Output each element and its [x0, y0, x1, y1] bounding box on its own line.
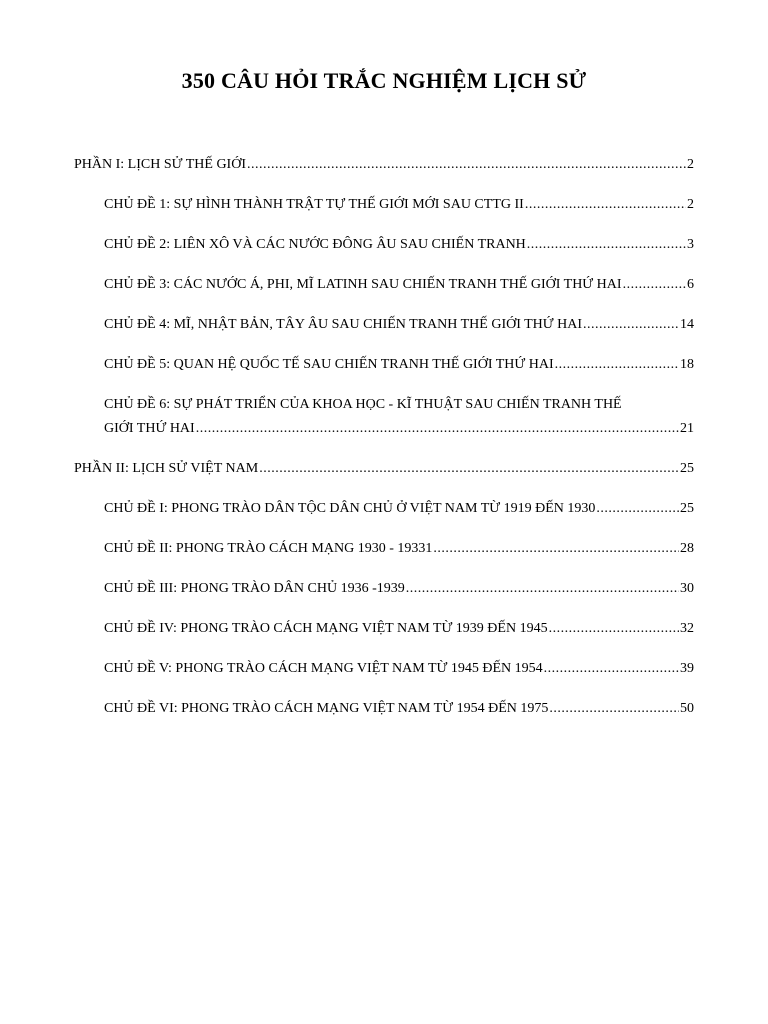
toc-leader-dots	[549, 617, 679, 641]
toc-page-number: 32	[680, 621, 694, 636]
toc-leader-dots	[583, 313, 679, 337]
toc-entry-label: CHỦ ĐỀ VI: PHONG TRÀO CÁCH MẠNG VIỆT NAM TỪ 1954 ĐẾN 1975	[104, 701, 549, 716]
toc-part-2[interactable]	[74, 457, 694, 481]
toc-entry-label-line-1: CHỦ ĐỀ 6: SỰ PHÁT TRIỂN CỦA KHOA HỌC - KĨ THUẬT SAU CHIẾN TRANH THẾ	[104, 397, 622, 412]
toc-page-number: 2	[687, 197, 694, 212]
toc-entry-label: CHỦ ĐỀ 2: LIÊN XÔ VÀ CÁC NƯỚC ĐÔNG ÂU SAU CHIẾN TRANH	[104, 237, 526, 252]
toc-leader-dots	[406, 577, 679, 601]
toc-entry-label: CHỦ ĐỀ 4: MĨ, NHẬT BẢN, TÂY ÂU SAU CHIẾN TRANH THẾ GIỚI THỨ HAI	[104, 317, 583, 332]
table-of-contents	[74, 153, 694, 721]
toc-topic-i[interactable]	[104, 497, 694, 521]
toc-leader-dots	[544, 657, 679, 681]
toc-page-number: 50	[680, 701, 694, 716]
toc-page-number: 28	[680, 541, 694, 556]
toc-page-number: 30	[680, 581, 694, 596]
toc-leader-dots	[196, 417, 679, 441]
toc-entry-label-line-2: GIỚI THỨ HAI	[104, 421, 195, 436]
toc-entry-label: CHỦ ĐỀ II: PHONG TRÀO CÁCH MẠNG 1930 - 19331	[104, 541, 433, 556]
toc-page-number: 18	[680, 357, 694, 372]
toc-leader-dots	[527, 233, 686, 257]
toc-entry-label: CHỦ ĐỀ V: PHONG TRÀO CÁCH MẠNG VIỆT NAM TỪ 1945 ĐẾN 1954	[104, 661, 543, 676]
toc-leader-dots	[596, 497, 679, 521]
toc-topic-1[interactable]	[104, 193, 694, 217]
toc-topic-ii[interactable]	[104, 537, 694, 561]
toc-entry-label: CHỦ ĐỀ I: PHONG TRÀO DÂN TỘC DÂN CHỦ Ở VIỆT NAM TỪ 1919 ĐẾN 1930	[104, 501, 596, 516]
toc-entry-label: CHỦ ĐỀ 3: CÁC NƯỚC Á, PHI, MĨ LATINH SAU CHIẾN TRANH THẾ GIỚI THỨ HAI	[104, 277, 622, 292]
toc-leader-dots	[259, 457, 679, 481]
toc-entry-label: PHẦN I: LỊCH SỬ THẾ GIỚI	[74, 157, 246, 172]
toc-entry-label: PHẦN II: LỊCH SỬ VIỆT NAM	[74, 461, 259, 476]
toc-topic-v[interactable]	[104, 657, 694, 681]
toc-topic-2[interactable]	[104, 233, 694, 257]
toc-leader-dots	[247, 153, 686, 177]
toc-leader-dots	[525, 193, 686, 217]
toc-entry-label: CHỦ ĐỀ 1: SỰ HÌNH THÀNH TRẬT TỰ THẾ GIỚI MỚI SAU CTTG II	[104, 197, 524, 212]
toc-part-1[interactable]	[74, 153, 694, 177]
toc-topic-4[interactable]	[104, 313, 694, 337]
toc-leader-dots	[623, 273, 686, 297]
toc-entry-label: CHỦ ĐỀ IV: PHONG TRÀO CÁCH MẠNG VIỆT NAM TỪ 1939 ĐẾN 1945	[104, 621, 548, 636]
toc-topic-6[interactable]	[104, 393, 694, 441]
toc-leader-dots	[555, 353, 679, 377]
toc-page-number: 6	[687, 277, 694, 292]
toc-page-number: 39	[680, 661, 694, 676]
toc-topic-5[interactable]	[104, 353, 694, 377]
toc-page-number: 25	[680, 501, 694, 516]
toc-leader-dots	[549, 697, 679, 721]
toc-entry-label: CHỦ ĐỀ 5: QUAN HỆ QUỐC TẾ SAU CHIẾN TRANH THẾ GIỚI THỨ HAI	[104, 357, 554, 372]
toc-topic-iii[interactable]	[104, 577, 694, 601]
toc-page-number: 2	[687, 157, 694, 172]
toc-leader-dots	[433, 537, 679, 561]
toc-page-number: 14	[680, 317, 694, 332]
toc-page-number: 21	[680, 421, 694, 436]
toc-page-number: 25	[680, 461, 694, 476]
toc-topic-iv[interactable]	[104, 617, 694, 641]
toc-topic-vi[interactable]	[104, 697, 694, 721]
toc-entry-label: CHỦ ĐỀ III: PHONG TRÀO DÂN CHỦ 1936 -1939	[104, 581, 405, 596]
document-title: 350 CÂU HỎI TRẮC NGHIỆM LỊCH SỬ	[181, 68, 587, 93]
toc-topic-3[interactable]	[104, 273, 694, 297]
toc-page-number: 3	[687, 237, 694, 252]
